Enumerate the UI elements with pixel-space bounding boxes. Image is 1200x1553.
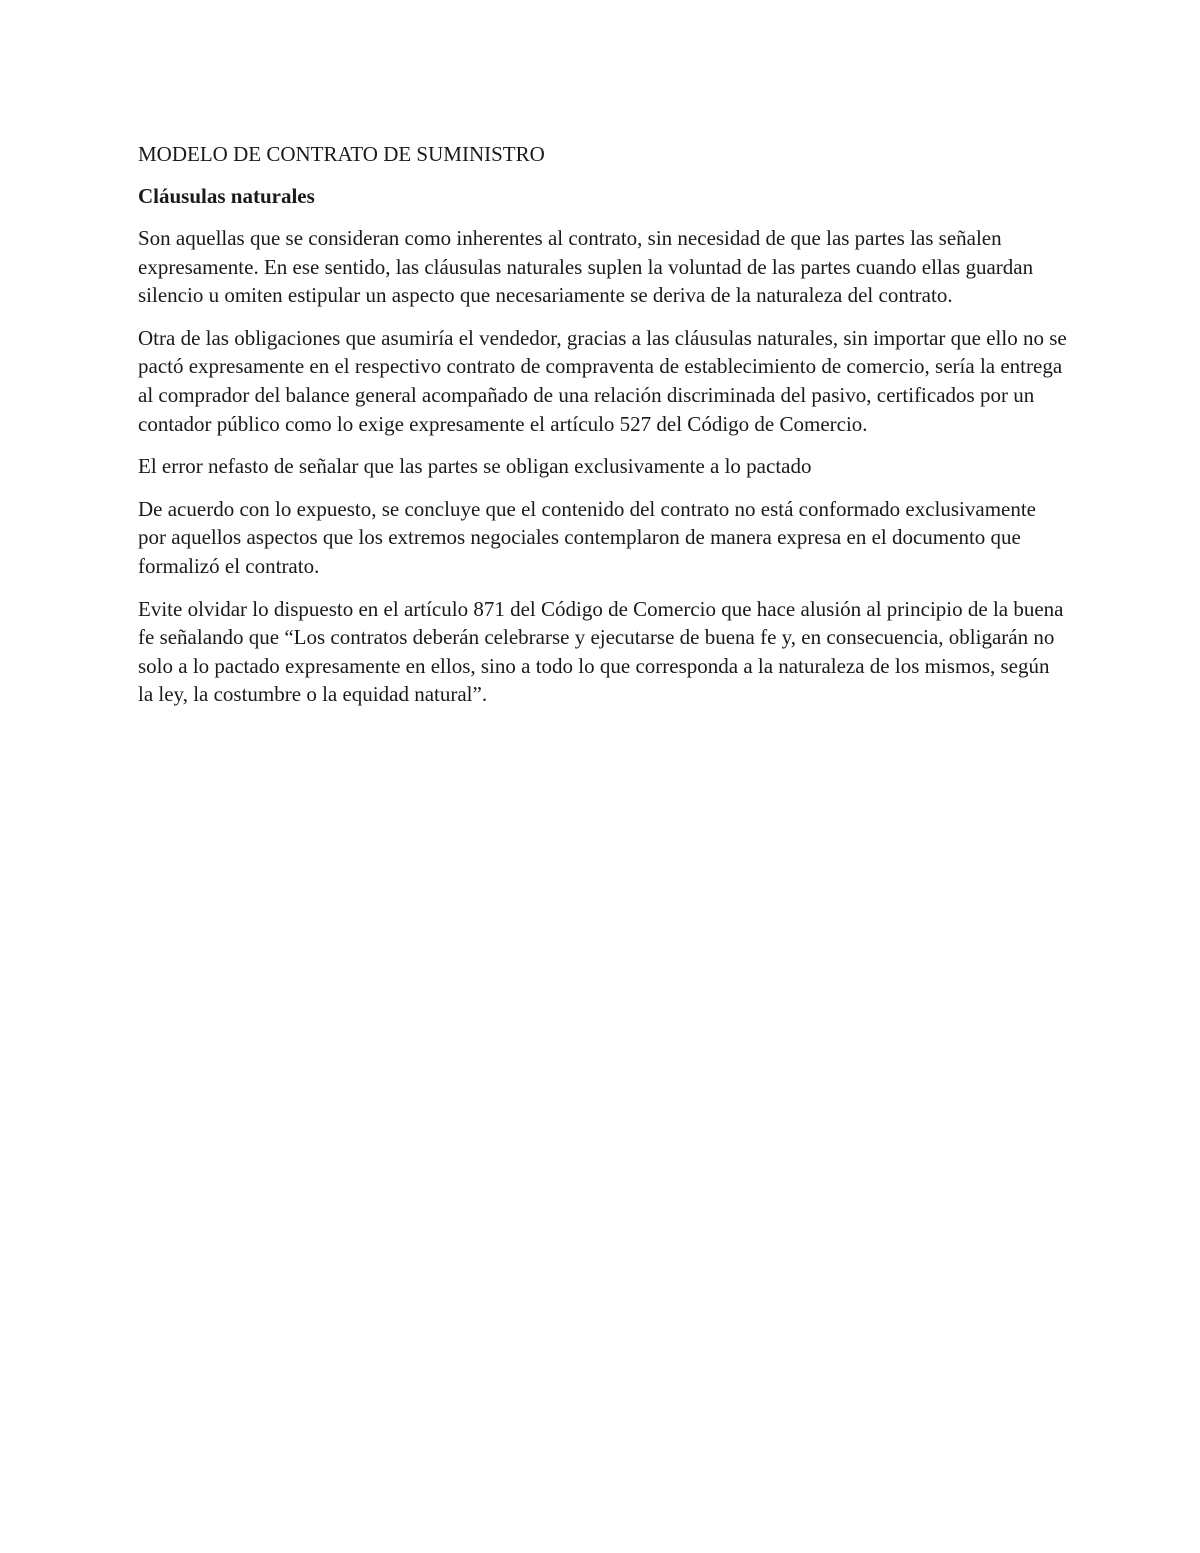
- paragraph-error-statement: El error nefasto de señalar que las partes se obligan exclusivamente a lo pactado: [138, 454, 812, 479]
- paragraph-good-faith: Evite olvidar lo dispuesto en el artículo 871 del Código de Comercio que hace alusión al principio de la buena fe señalando que “Los contratos deberán celebrarse y ejecutarse de buena fe y, en consecuencia, obligarán no solo a lo pactado expresamente en ellos, sino a todo lo que corresponda a la naturaleza de los mismos, según la ley, la costumbre o la equidad natural”.: [138, 596, 1064, 707]
- document-title: MODELO DE CONTRATO DE SUMINISTRO: [138, 142, 545, 166]
- document-body: [138, 140, 1068, 723]
- paragraph-definition: Son aquellas que se consideran como inherentes al contrato, sin necesidad de que las partes las señalen expresamente. En ese sentido, las cláusulas naturales suplen la voluntad de las partes cuando ellas guardan silencio u omiten estipular un aspecto que necesariamente se deriva de la naturaleza del contrato.: [138, 226, 1034, 308]
- paragraph-seller-obligations: Otra de las obligaciones que asumiría el vendedor, gracias a las cláusulas naturales, sin importar que ello no se pactó expresamente en el respectivo contrato de compraventa de establecimiento de comercio, sería la entrega al comprador del balance general acompañado de una relación discriminada del pasivo, certificados por un contador público como lo exige expresamente el artículo 527 del Código de Comercio.: [138, 325, 1067, 436]
- paragraph-conclusion: De acuerdo con lo expuesto, se concluye que el contenido del contrato no está conformado exclusivamente por aquellos aspectos que los extremos negociales contemplaron de manera expresa en el documento que formalizó el contrato.: [138, 496, 1037, 578]
- section-heading: Cláusulas naturales: [138, 184, 315, 208]
